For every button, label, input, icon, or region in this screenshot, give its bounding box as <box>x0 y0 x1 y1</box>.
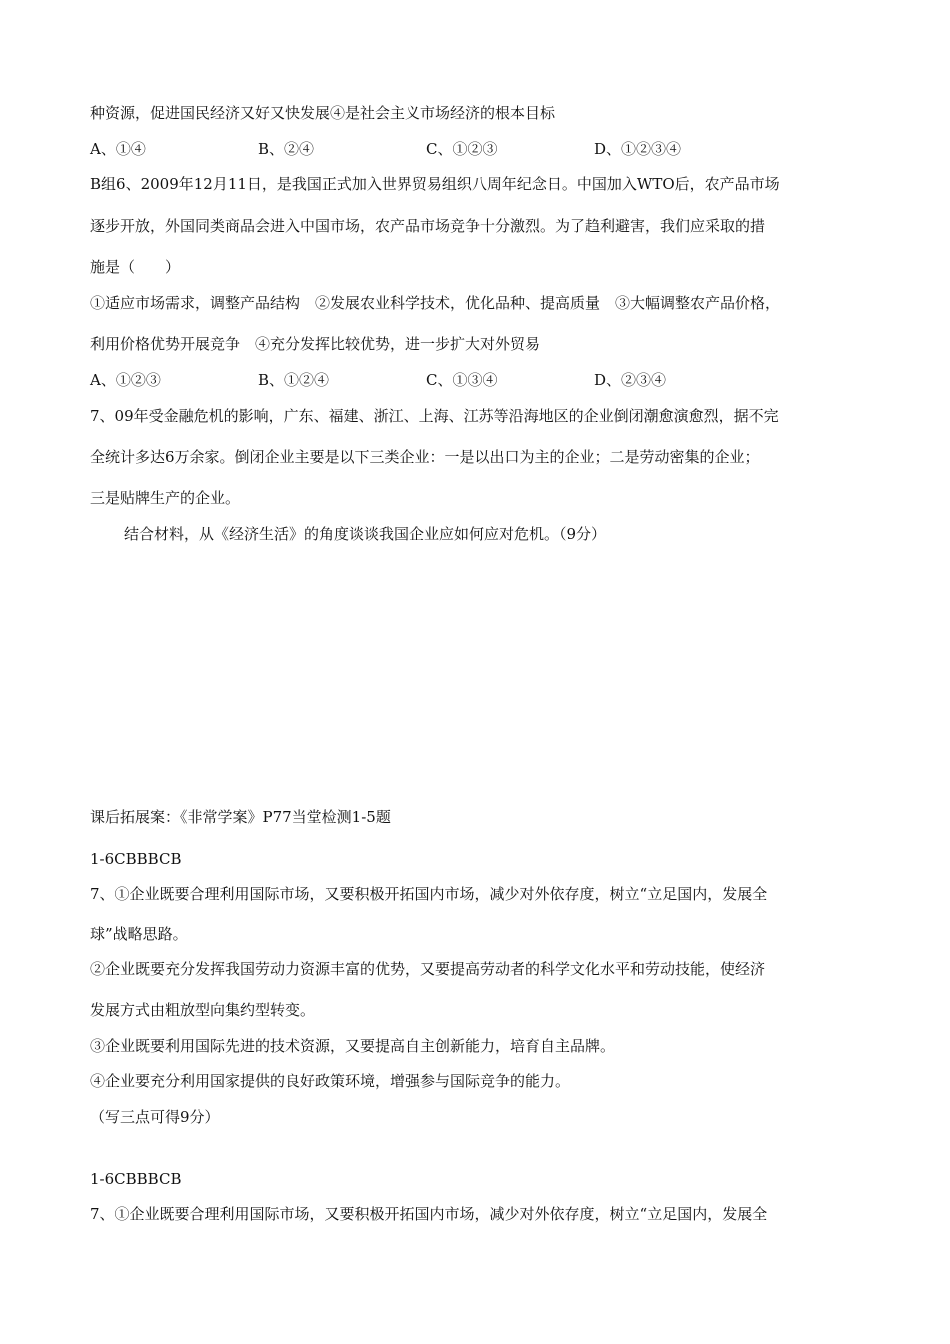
q6-text-line-1: B组6、2009年12月11日，是我国正式加入世界贸易组织八周年纪念日。中国加入WTO后，农产品市场 <box>90 175 780 193</box>
q7-prompt: 结合材料，从《经济生活》的角度谈谈我国企业应如何应对危机。（9分） <box>124 525 607 543</box>
answer-7-point-2-line-2: 发展方式由粗放型向集约型转变。 <box>90 1001 316 1019</box>
answer-key-1: 1-6CBBBCB <box>90 850 182 868</box>
answer-7-point-2-line-1: ②企业既要充分发挥我国劳动力资源丰富的优势，又要提高劳动者的科学文化水平和劳动技能，使经济 <box>90 960 766 978</box>
answer-7-repeat-line-1: 7、①企业既要合理利用国际市场，又要积极开拓国内市场，减少对外依存度，树立“立足国内，发展全 <box>90 1205 768 1223</box>
q5-continuation-text: 种资源，促进国民经济又好又快发展④是社会主义市场经济的根本目标 <box>90 104 556 122</box>
q6-option-a: A、①②③ <box>90 371 161 389</box>
answer-7-line-2: 球”战略思路。 <box>90 925 188 943</box>
answer-7-point-4: ④企业要充分利用国家提供的良好政策环境，增强参与国际竞争的能力。 <box>90 1072 571 1090</box>
q7-text-line-1: 7、09年受金融危机的影响，广东、福建、浙江、上海、江苏等沿海地区的企业倒闭潮愈演愈烈，据不完 <box>90 407 779 425</box>
answer-7-line-1: 7、①企业既要合理利用国际市场，又要积极开拓国内市场，减少对外依存度，树立“立足国内，发展全 <box>90 885 768 903</box>
q6-option-d: D、②③④ <box>594 371 667 389</box>
scoring-note: （写三点可得9分） <box>90 1108 220 1126</box>
q6-text-line-3: 施是（ ） <box>90 258 181 276</box>
answer-7-point-3: ③企业既要利用国际先进的技术资源，又要提高自主创新能力，培育自主品牌。 <box>90 1037 616 1055</box>
q6-statements-line-2: 利用价格优势开展竞争 ④充分发挥比较优势，进一步扩大对外贸易 <box>90 335 541 353</box>
q6-option-b: B、①②④ <box>258 371 330 389</box>
q5-option-a: A、①④ <box>90 140 146 158</box>
homework-note: 课后拓展案：《非常学案》P77当堂检测1-5题 <box>90 808 391 826</box>
q7-text-line-3: 三是贴牌生产的企业。 <box>90 489 241 507</box>
q6-statements-line-1: ①适应市场需求，调整产品结构 ②发展农业科学技术，优化品种、提高质量 ③大幅调整农产品价格， <box>90 294 781 312</box>
q5-option-d: D、①②③④ <box>594 140 682 158</box>
q5-option-b: B、②④ <box>258 140 315 158</box>
q5-option-c: C、①②③ <box>426 140 498 158</box>
q6-text-line-2: 逐步开放，外国同类商品会进入中国市场，农产品市场竞争十分激烈。为了趋利避害，我们应采取的措 <box>90 217 766 235</box>
q7-text-line-2: 全统计多达6万余家。倒闭企业主要是以下三类企业：一是以出口为主的企业；二是劳动密集的企业； <box>90 448 760 466</box>
q6-option-c: C、①③④ <box>426 371 498 389</box>
answer-key-2: 1-6CBBBCB <box>90 1170 182 1188</box>
